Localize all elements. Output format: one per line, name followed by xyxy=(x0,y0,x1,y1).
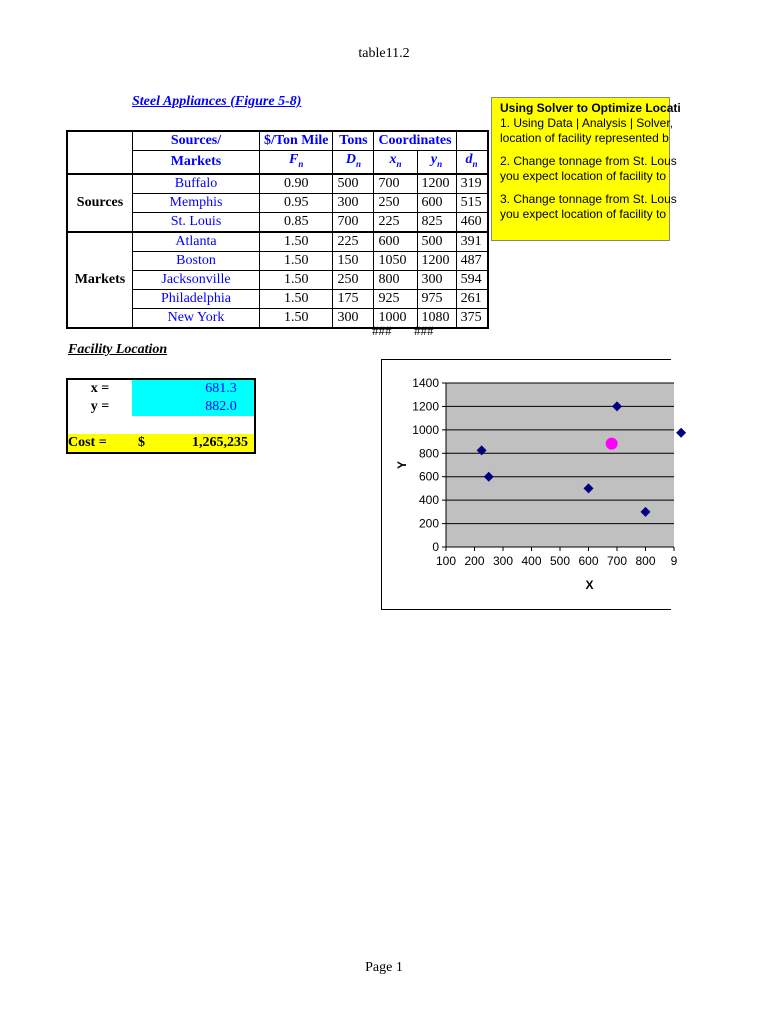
header-sources-markets-2: Markets xyxy=(133,151,260,174)
y-label: y = xyxy=(90,399,110,414)
table-title[interactable]: Steel Appliances (Figure 5-8) xyxy=(132,94,302,109)
solver-note-box[interactable] xyxy=(491,97,681,241)
header-f: $F_n$ xyxy=(260,151,333,174)
row-f[interactable]: 1.50 xyxy=(260,251,333,270)
plot-area xyxy=(446,383,674,547)
row-x[interactable]: 800 xyxy=(374,270,417,289)
x-tick-label: 500 xyxy=(549,554,571,568)
row-tons[interactable]: 300 xyxy=(333,193,374,212)
cost-value-cell[interactable]: 1,265,235 xyxy=(188,434,255,453)
group-sources: Sources xyxy=(67,174,133,232)
row-d[interactable]: 375 xyxy=(456,308,488,328)
row-y[interactable]: 300 xyxy=(417,270,456,289)
cost-currency: $ xyxy=(132,434,188,453)
note-line: location of facility represented b xyxy=(500,131,669,145)
header-d: $D_n$ xyxy=(333,151,374,174)
data-point-facility xyxy=(606,438,618,450)
group-markets: Markets xyxy=(67,232,133,328)
row-d[interactable]: 391 xyxy=(456,232,488,252)
y-tick-label: 200 xyxy=(418,516,439,531)
note-line: 1. Using Data | Analysis | Solver, xyxy=(500,116,673,130)
x-tick-label: 200 xyxy=(464,554,485,568)
row-y[interactable]: 1200 xyxy=(417,251,456,270)
row-name[interactable]: Memphis xyxy=(133,193,260,212)
facility-table xyxy=(66,378,256,454)
x-label: x = xyxy=(90,381,110,396)
row-tons[interactable]: 250 xyxy=(333,270,374,289)
row-x[interactable]: 1050 xyxy=(374,251,417,270)
header-tons: Tons xyxy=(333,131,374,151)
header-dn: $d_n$ xyxy=(456,151,488,174)
x-tick-label: 9 xyxy=(670,554,678,568)
row-y[interactable]: 975 xyxy=(417,289,456,308)
y-tick-label: 1200 xyxy=(412,399,439,414)
row-tons[interactable]: 700 xyxy=(333,212,374,232)
y-tick-label: 400 xyxy=(418,493,439,508)
x-tick-label: 700 xyxy=(606,554,628,568)
row-y[interactable]: 1080 xyxy=(417,308,456,328)
row-y[interactable]: 600 xyxy=(417,193,456,212)
corner-cell xyxy=(67,131,133,174)
facility-location-title: Facility Location xyxy=(68,342,168,357)
note-title: Using Solver to Optimize Locati xyxy=(500,101,681,115)
row-x[interactable]: 925 xyxy=(374,289,417,308)
y-tick-label: 600 xyxy=(418,469,439,484)
row-name[interactable]: Buffalo xyxy=(133,174,260,194)
x-tick-label: 400 xyxy=(521,554,542,568)
distance-table xyxy=(66,130,489,329)
row-name[interactable]: Boston xyxy=(133,251,260,270)
row-x[interactable]: 225 xyxy=(374,212,417,232)
note-line: you expect location of facility to xyxy=(500,207,667,221)
note-line: 2. Change tonnage from St. Lous xyxy=(500,154,677,168)
x-tick-label: 600 xyxy=(578,554,599,568)
location-scatter-chart[interactable] xyxy=(381,359,678,610)
header-coordinates: Coordinates xyxy=(374,131,456,151)
y-tick-label: 1400 xyxy=(412,376,439,390)
header-ton-mile: $/Ton Mile xyxy=(260,131,333,151)
data-point-diamond xyxy=(676,428,686,438)
row-d[interactable]: 319 xyxy=(456,174,488,194)
overflow-x-cell[interactable]: ### xyxy=(372,323,392,338)
row-y[interactable]: 825 xyxy=(417,212,456,232)
row-tons[interactable]: 150 xyxy=(333,251,374,270)
row-d[interactable]: 594 xyxy=(456,270,488,289)
row-name[interactable]: St. Louis xyxy=(133,212,260,232)
header-sources-markets-1: Sources/ xyxy=(133,131,260,151)
row-f[interactable]: 1.50 xyxy=(260,289,333,308)
row-x[interactable]: 700 xyxy=(374,174,417,194)
x-tick-label: 100 xyxy=(435,554,457,568)
row-tons[interactable]: 175 xyxy=(333,289,374,308)
header-blank xyxy=(456,131,488,151)
row-name[interactable]: Atlanta xyxy=(133,232,260,252)
row-tons[interactable]: 225 xyxy=(333,232,374,252)
row-x[interactable]: 600 xyxy=(374,232,417,252)
row-f[interactable]: 0.90 xyxy=(260,174,333,194)
cost-label: Cost = xyxy=(67,434,132,453)
x-tick-label: 300 xyxy=(492,554,514,568)
y-tick-label: 800 xyxy=(418,446,439,461)
row-y[interactable]: 1200 xyxy=(417,174,456,194)
y-value-cell[interactable]: 882.0 xyxy=(188,398,254,416)
note-line: 3. Change tonnage from St. Lous xyxy=(500,192,677,206)
row-f[interactable]: 0.85 xyxy=(260,212,333,232)
note-line: you expect location of facility to xyxy=(500,169,667,183)
row-x[interactable]: 1000 xyxy=(374,308,417,328)
row-d[interactable]: 261 xyxy=(456,289,488,308)
row-x[interactable]: 250 xyxy=(374,193,417,212)
row-y[interactable]: 500 xyxy=(417,232,456,252)
y-tick-label: 0 xyxy=(432,540,439,554)
row-f[interactable]: 1.50 xyxy=(260,270,333,289)
page-header-title: table11.2 xyxy=(358,46,410,61)
x-axis-label: X xyxy=(585,578,594,592)
row-f[interactable]: 0.95 xyxy=(260,193,333,212)
row-f[interactable]: 1.50 xyxy=(260,232,333,252)
chart-svg xyxy=(382,360,678,609)
row-d[interactable]: 487 xyxy=(456,251,488,270)
table-row xyxy=(67,174,488,194)
row-name[interactable]: New York xyxy=(133,308,260,328)
page-footer: Page 1 xyxy=(365,960,403,975)
header-x: $x_n$ xyxy=(374,151,417,174)
overflow-y-cell[interactable]: ### xyxy=(414,323,434,338)
row-d[interactable]: 515 xyxy=(456,193,488,212)
y-axis-label: Y xyxy=(395,460,409,470)
row-tons[interactable]: 300 xyxy=(333,308,374,328)
x-tick-label: 800 xyxy=(635,554,656,568)
header-y: $y_n$ xyxy=(417,151,456,174)
y-tick-label: 1000 xyxy=(412,422,439,437)
table-row xyxy=(67,232,488,252)
row-f[interactable]: 1.50 xyxy=(260,308,333,328)
row-tons[interactable]: 500 xyxy=(333,174,374,194)
row-name[interactable]: Jacksonville xyxy=(133,270,260,289)
row-name[interactable]: Philadelphia xyxy=(133,289,260,308)
row-d[interactable]: 460 xyxy=(456,212,488,232)
x-value-cell[interactable]: 681.3 xyxy=(188,379,254,398)
